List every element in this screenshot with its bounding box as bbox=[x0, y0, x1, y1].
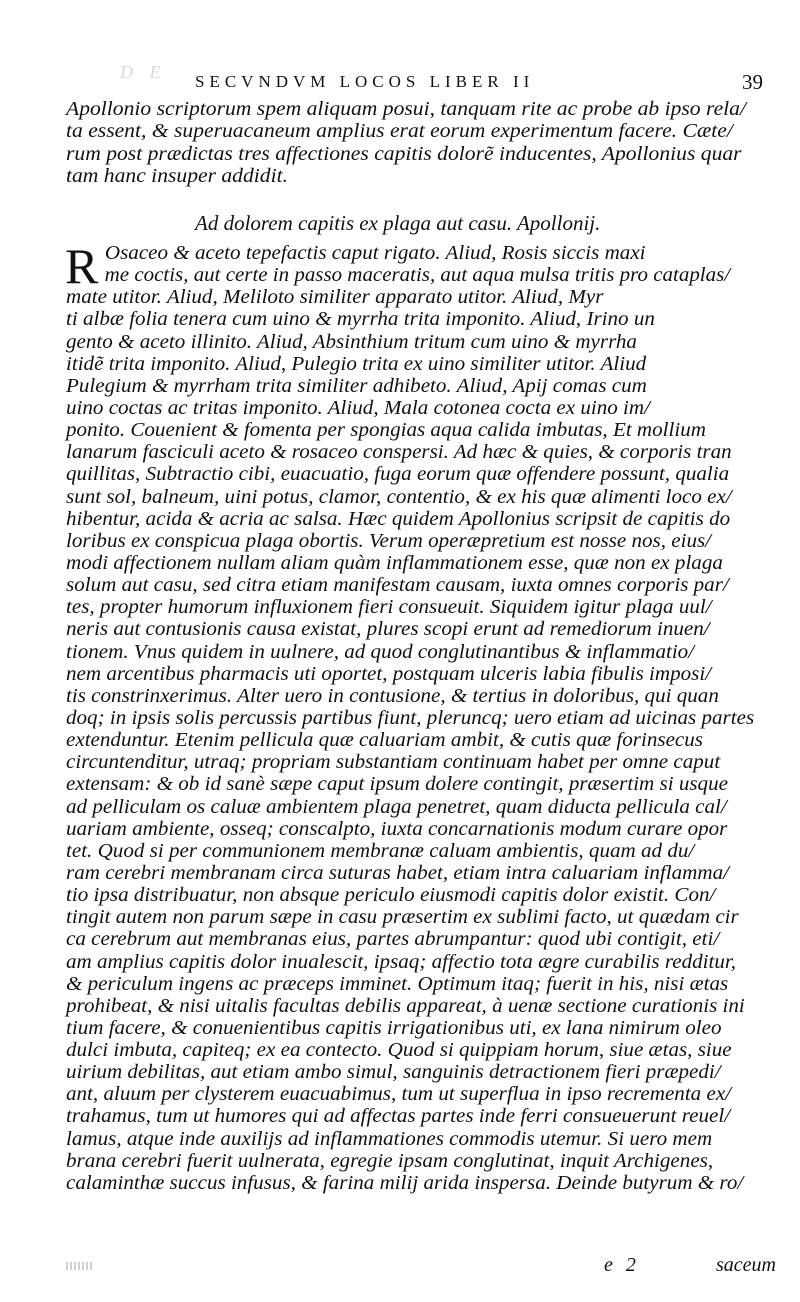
intro-paragraph bbox=[66, 98, 770, 187]
text-line: hibentur, acida & acria ac salsa. Hæc quidem Apollonius scripsit de capitis do bbox=[66, 508, 731, 530]
text-line: nem arcentibus pharmacis uti oportet, postquam ulceris labia fibulis imposi/ bbox=[66, 663, 712, 685]
text-line: ram cerebri membranam circa suturas habet, etiam intra caluariam inflamma/ bbox=[66, 862, 729, 884]
text-line: lanarum fasciculi aceto & rosaceo conspersi. Ad hæc & quies, & corporis tran bbox=[66, 442, 732, 464]
text-line: loribus ex conspicua plaga obortis. Verum operæpretium est nosse nos, eius/ bbox=[66, 530, 712, 552]
ink-smudge bbox=[66, 1262, 92, 1270]
text-line: uariam ambiente, osseq; conscalpto, iuxta concarnationis modum curare opor bbox=[66, 818, 728, 840]
text-line: uino coctas ac tritas imponito. Aliud, Mala cotonea cocta ex uino im/ bbox=[66, 397, 650, 419]
text-line: prohibeat, & nisi uitalis facultas debilis appareat, à uenæ sectione curationis ini bbox=[66, 995, 745, 1017]
text-line: ca cerebrum aut membranas eius, partes abrumpantur: quod ubi contigit, eti/ bbox=[66, 929, 720, 951]
text-line: tionem. Vnus quidem in uulnere, ad quod conglutinantibus & inflammatio/ bbox=[66, 641, 695, 663]
text-line: neris aut contusionis causa existat, plures scopi erunt ad remediorum inuen/ bbox=[66, 619, 710, 641]
running-head: SECVNDVM LOCOS LIBER II bbox=[195, 72, 535, 91]
text-line: am amplius capitis dolor inualescit, ipsaq; affectio tota ægre curabilis redditur, bbox=[66, 951, 737, 973]
bleed-through-text: D E bbox=[120, 62, 167, 82]
section-heading: Ad dolorem capitis ex plaga aut casu. Apollonij. bbox=[195, 211, 601, 235]
text-line: brana cerebri fuerit uulnerata, egregie ipsam conglutinat, inquit Archigenes, bbox=[66, 1150, 714, 1172]
text-line: tio ipsa distribuatur, non absque periculo eiusmodi capitis dolor existit. Con/ bbox=[66, 885, 716, 907]
text-line: me coctis, aut certe in passo maceratis, aut aqua mulsa tritis pro cataplas/ bbox=[104, 265, 731, 287]
drop-capital: R bbox=[65, 238, 99, 294]
text-line: ant, aluum per clysterem euacuabimus, tum ut superflua in ipso recrementa ex/ bbox=[66, 1084, 732, 1106]
text-line: extenduntur. Etenim pellicula quæ caluariam ambit, & cutis quæ forinsecus bbox=[66, 730, 704, 752]
text-line: tet. Quod si per communionem membranæ caluam ambientis, quam ad du/ bbox=[66, 840, 695, 862]
text-line: gento & aceto illinito. Aliud, Absinthium tritum cum uino & myrrha bbox=[66, 331, 637, 353]
text-line: tes, propter humorum influxionem fieri consueuit. Siquidem igitur plaga uul/ bbox=[66, 597, 712, 619]
text-line: rum post prædictas tres affectiones capitis dolorẽ inducentes, Apollonius quar bbox=[66, 142, 742, 165]
text-line: trahamus, tum ut humores qui ad affectas partes inde ferri consueuerunt reuel/ bbox=[66, 1106, 731, 1128]
text-line: calaminthæ succus infusus, & farina milij arida inspersa. Deinde butyrum & ro/ bbox=[66, 1172, 744, 1194]
page-number: 39 bbox=[742, 70, 763, 94]
text-line: modi affectionem nullam aliam quàm inflammationem esse, quæ non ex plaga bbox=[66, 552, 723, 574]
signature-mark: e 2 bbox=[604, 1254, 640, 1276]
text-line: sunt sol, balneum, uini potus, clamor, contentio, & ex his quæ alimenti loco ex/ bbox=[66, 486, 732, 508]
text-line: tingit autem non parum sæpe in casu præsertim ex sublimi facto, ut quædam cir bbox=[66, 907, 739, 929]
text-line: doq; in ipsis solis percussis partibus fiunt, pleruncq; uero etiam ad uicinas partes bbox=[66, 707, 755, 729]
text-line: tium facere, & conuenientibus capitis irrigationibus uti, ex lana nimirum oleo bbox=[66, 1017, 722, 1039]
text-line: Pulegium & myrrham trita similiter adhibeto. Aliud, Apij comas cum bbox=[66, 375, 647, 397]
text-line: extensam: & ob id sanè sæpe caput ipsum dolere contingit, præsertim si usque bbox=[66, 774, 728, 796]
text-line: uirium debilitas, aut etiam ambo simul, sanguinis detractionem fieri præpedi/ bbox=[66, 1062, 721, 1084]
catchword: saceum bbox=[716, 1254, 776, 1276]
text-line: ponito. Couenient & fomenta per spongias aqua calida imbutas, Et mollium bbox=[66, 420, 706, 442]
text-line: ta essent, & superuacaneum amplius erat eorum experimentum facere. Cæte/ bbox=[66, 120, 733, 143]
text-line: Apollonio scriptorum spem aliquam posui, tanquam rite ac probe ab ipso rela/ bbox=[66, 98, 746, 120]
text-line: ad pelliculam os caluæ ambientem plaga penetret, quam diducta pellicula cal/ bbox=[66, 796, 727, 818]
text-line: dulci imbuta, capiteq; ex ea contecto. Quod si quippiam horum, siue ætas, siue bbox=[66, 1040, 732, 1062]
text-line: itidẽ trita imponito. Aliud, Pulegio trita ex uino similiter utitor. Aliud bbox=[66, 353, 647, 375]
text-line: mate utitor. Aliud, Meliloto similiter apparato utitor. Aliud, Myr bbox=[66, 287, 604, 309]
text-line: tis constrinxerimus. Alter uero in contusione, & tertius in doloribus, qui quan bbox=[66, 685, 719, 707]
text-line: tam hanc insuper addidit. bbox=[66, 164, 288, 187]
text-line: ti albæ folia tenera cum uino & myrrha trita imponito. Aliud, Irino un bbox=[66, 309, 655, 331]
text-line: quillitas, Subtractio cibi, euacuatio, fuga eorum quæ offendere possunt, qualia bbox=[66, 464, 730, 486]
text-line: & periculum ingens ac præceps imminet. Optimum itaq; fuerit in his, nisi ætas bbox=[66, 973, 729, 995]
text-line: Osaceo & aceto tepefactis caput rigato. Aliud, Rosis siccis maxi bbox=[104, 243, 646, 264]
main-paragraph bbox=[65, 238, 770, 1195]
text-line: circuntenditur, utraq; propriam substantiam continuam habet per omne caput bbox=[66, 752, 721, 774]
text-line: lamus, atque inde auxilijs ad inflammationes commodis utemur. Si uero mem bbox=[66, 1128, 713, 1150]
dropcap-block bbox=[65, 238, 770, 294]
text-line: solum aut casu, sed citra etiam manifestam causam, iuxta omnes corporis par/ bbox=[66, 575, 729, 597]
